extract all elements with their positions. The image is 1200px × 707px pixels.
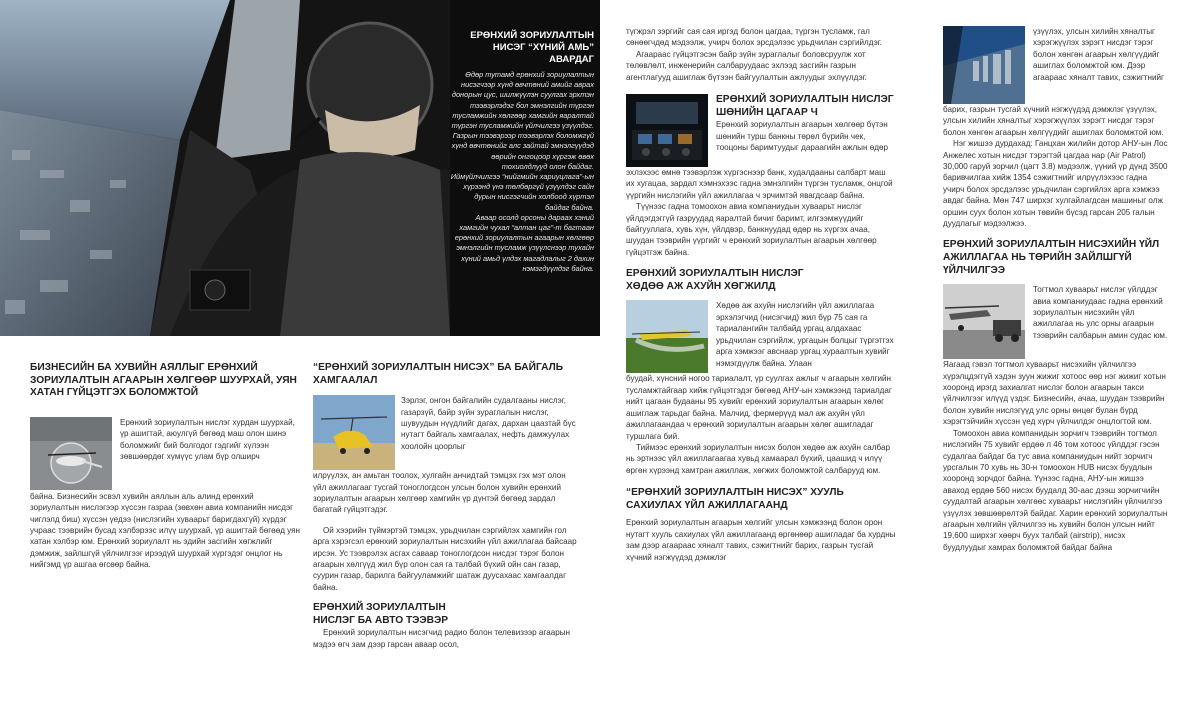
section-heading-night: ЕРӨНХИЙ ЗОРИУЛАЛТЫН НИСЛЭГ ШӨНИЙН ЦАГААР Ч [716,94,894,118]
vintage-plane-truck-photo [943,284,1025,359]
crop-duster-photo [626,300,708,373]
section-heading-agriculture: ЕРӨНХИЙ ЗОРИУЛАЛТЫН НИСЛЭГ ХӨДӨӨ АЖ АХУЙН ХӨГЖИЛД [626,268,804,292]
gyrocopter-photo [313,395,395,470]
aerial-city-photo [943,26,1025,104]
section-heading-nature: “ЕРӨНХИЙ ЗОРИУЛАЛТЫН НИСЭХ” БА БАЙГАЛЬ ХАМГААЛАЛ [313,362,564,386]
section-heading-public: ЕРӨНХИЙ ЗОРИУЛАЛТЫН НИСЭХИЙН ҮЙЛ АЖИЛЛАГАА НЬ ТӨРИЙН ЗАЙЛШГҮЙ ҮЙЛЧИЛГЭЭ [943,239,1160,276]
hero-body: Өдөр тутамд ерөнхий зориулалтын нисэгчээр хүнд өвчтөний амийг аврах донорын цус, шилжүүлэн суулгах эрхтэн тээвэрлэдэг бол эмнэлгийн түргэн тусламжийн хөлгөөр хамгийн яаралтай түргэн тусламжийн үйлчилгээ үзүүлдэг. Газрын тээвэрээр тээвэрлэх боломжгүй хүнд өвчтөнийг алс зайтай эмнэлгүүдэд өөрийн онгоцоор хүргэж өвөх тохиолдлууд олон байдаг. Иймүйлчилгээ “нийгмийн хариуцлага”-ын хүрээнд үнэ төлбөргүй үзүүлдэг сайн дурын нисгэгчийн холбоод хүртэл байдаг байна. Аваар осолд орсоны дараах хэний хамгийн чухал “алтан цаг”-т багтаан ерөнхий зориулалтын агаарын хөлгөөр эмнэлгийн тусламж үзүүлснээр тухайн хүний амьд үлдэх магадлалыг 2 дахин нэмэгдүүлдэг байна. [450,70,594,273]
column-2: “ЕРӨНХИЙ ЗОРИУЛАЛТЫН НИСЭХ” БА БАЙГАЛЬ ХАМГААЛАЛ Зэрлэг, онгон байгалийн судалгааны нислэг, газарзүй, байр зүйн зураглалын нислэг, шувуудын нүүдлийг дагах, дархан цаазтай бүс нутагт байгаль хамгаалах, нефть дамжуулах хоолойн цоорлыг илрүүлэх, ан амьтан тоолох, хулгайн анчидтай тэмцэх гэх мэт олон үйл ажиллагааг тусгай тоноглогдсон улсын болон хувийн ерөнхий зориулалтын агаарын хөлгөөр хамгийн үр дүнтэй бөгөөд зардал багатай гүйцэтгэдэг. Ой хээрийн түймэртэй тэмцэх, урьдчилан сэргийлэх хамгийн гол арга хэрэгсэл ерөнхий зориулалтын нисэхийн үйл ажиллагаа байсаар ирсэн. Ус тээврэлэх асгах саваар тоноглогдсон нисдэг тэрэг болон агаарын хөлгүүд жил бүр олон сая га талбай бүхий ойн сан газар, суурин газар, барилга байгууламжийг шатаж дуусахаас хамгаалдаг байна. ЕРӨНХИЙ ЗОРИУЛАЛТЫН НИСЛЭГ БА АВТО ТЭЭВЭР Ерөнхий зориулалтын нисэгчид радио болон телевизээр агаарын мэдээ өгч зам дээр гарсан аваар осол, [313,362,579,650]
section-heading-business: БИЗНЕСИЙН БА ХУВИЙН АЯЛЛЫГ ЕРӨНХИЙ ЗОРИУЛАЛТЫН АГААРЫН ХӨЛГӨӨР ШУУРХАЙ, УЯН ХАТАН ГҮЙЦЭТГЭХ БОЛОМЖТОЙ [30,362,297,399]
helicopter-cockpit-photo [0,0,450,336]
cockpit-night-photo [626,94,708,167]
hero-title: ЕРӨНХИЙ ЗОРИУЛАЛТЫН НИСЭГ “ХҮНИЙ АМЬ” АВАРДАГ [470,30,594,65]
helipad-photo [30,417,112,490]
column-4: үзүүлэх, улсын хилийн хяналтыг хэрэгжүүлэх зэрэгт нисдэг тэрэг болон хөнгөн агаарын хөлгүүдийг ашиглах боломжтой юм. Дээр агаараас хяналт тавих, сэжигтнийг барих, газрын тусгай хүчний нэгжүүдэд дэмжлэг үзүүлэх, улсын хилийн хяналтыг хэрэгжүүлэх зэрэгт нисдэг тэрэг болон хөнгөн агаарын хөлгүүдийг ашиглах боломжтой юм. Нэг жишээ дурдахад: Ганцхан жилийн дотор АНУ-ын Лос Анжелес хотын нисдэг тэрэгтэй цагдаа нар (Air Patrol) 30,000 гаруй зорчил (цагт 3.8) мэдээлж, үүний үр дүнд 3500 баривчилгаа хийж 1354 сэжигтнийг илрүүлэхээс гадна учирч болох эрсдэлээс урьдчилан сэргийлэх арга хэмжээ авдаг байна. Мөн 747 ширхэг хулгайлагдсан машиныг олж оршин суух болон хотын төвийн бүсэд гарсан 205 галын дуудлагыг мэдээлжээ. ЕРӨНХИЙ ЗОРИУЛАЛТЫН НИСЭХИЙН ҮЙЛ АЖИЛЛАГАА НЬ ТӨРИЙН ЗАЙЛШГҮЙ ҮЙЛЧИЛГЭЭ Тогтмол хуваарьт нислэг үйлддэг авиа компаниудаас гадна ерөнхий зориулалтын нисэхийн үйл ажиллагаа нь улс орны агаарын тээврийн салбарын амин судас юм. Яагаад гэвэл тогтмол хуваарьт нисэхийн үйлчилгээ хүрэлцдэггүй хэдэн зуун жижиг хотоос өөр нэг жижиг хотын хооронд ирэгд захиалгат нислэг болон агаарын такси үйлчилгээг илүүд үздэг. Бизнесийн, ачаа, шуудан тээврийн болон хувийн нислэгүүд улс орны өнцөг булан бүрд хэрэгтэйчийн хүссэн үед хүрч үйлчилдэг онцлогтой юм. Томоохон авиа компанидын зорчигч тээврийн тогтмол нислэгийн 75 хувийг ердөө л 46 том хотоос үйлддэг гэсэн судалгаа байдаг ба тус авиа компаниудын нийт зорчигч урсгалын 70 хувь нь 30-н томоохон HUB нисэх буудлын хооронд зорчдог байна. Үүнээс гадна, АНУ-ын жишээ аваход ердөө 560 нисэх буудалд 30-аас дээш зорчигчийн суудалтай агаарын хөлгөөс хуваарьт нислэгийн үйлчилгээ үзүүлэх зөвшөөрөлтэй байдаг. Харин ерөнхий зориулалтын агаарын хөлгийн үйлчилгээ нь хувийн болон улсын нийт 19,600 ширхэг хөөрч буух талбай (airstrip), нисэх буудлуудыг хамрах боломжтой байдаг байна [943,27,1168,552]
hero-panel [0,0,600,336]
column-1: БИЗНЕСИЙН БА ХУВИЙН АЯЛЛЫГ ЕРӨНХИЙ ЗОРИУЛАЛТЫН АГААРЫН ХӨЛГӨӨР ШУУРХАЙ, УЯН ХАТАН ГҮЙЦЭТГЭХ БОЛОМЖТОЙ Ерөнхий зориулалтын нислэг хурдан шуурхай, үр ашигтай, аюулгүй бөгөөд маш олон шинэ боломжийг бий болгодог гэдгийг хүлээн зөвшөөрдөг хүмүүс улам бүр олширч байна. Бизнесийн эсвэл хувийн аяллын аль алинд ерөнхий зориулалтын нислэгээр хүссэн газраа (зөвхөн авиа компанийн нисдэг чиглэлд биш) хүссэн үедээ (нислэгийн хуваарьт баригдахгүй) хүрдэг учраас тээврийн бусад хэлбэрээс илүү шуурхай, үр ашигтай бөгөөд уян хатан хэлбэр юм. Ерөнхий зориулалт нь эдийн засгийн хөгжлийг дэмжиж, зайлшгүй үйлчилгээг ирээдүй шуурхай хүргэдэг онцлог нь нийгэмд үр ашгаа өгсөөр байна. [30,362,300,570]
hero-text [448,30,594,274]
column-3: түгжрэл зэргийг сая сая иргэд болон цагдаа, түргэн тусламж, гал сөнөөгчдөд мэдээлж, учирч болох эрсдэлээс урьдчилан сэргийлдэг. Агаараас гүйцэтгэсэн байр зүйн зураглалыг боловсруулж хот төлөвлөлт, инженерийн салбаруудаас эхлээд засгийн газрын агентлагууд ашиглаж бүтээн байгуулалтын ажлуудыг эхлүүлдэг. ЕРӨНХИЙ ЗОРИУЛАЛТЫН НИСЛЭГ ШӨНИЙН ЦАГААР Ч Ерөнхий зориулалтын агаарын хөлгөөр бүтэн шөнийн турш банкны төрөл бүрийн чек, тооцоны баримтуудыг дараагийн ажлын өдөр эхлэхээс өмнө тээвэрлэж хүргэснээр банк, худалдааны салбарт маш их хугацаа, зардал хэмнэхээс гадна эмнэлгийн түргэн тусламж, онцгой үүргийн нислэгийн үйл ажиллагаа ч эрчимтэй явагдсаар байна. Түүнээс гадна томоохон авиа компаниудын хуваарьт нислэг үйлдэгдэггүй газруудад яаралтай бичиг баримт, илгээмжүүдийг байгууллага, хувь хүн, үйлдвэр, банкнуудад өдөр нь хүргэх ачаа, шуудан тээврийн үүргийг ч ерөнхий зориулалтын агаарын хөлгөөр гүйцэтгэж байна. ЕРӨНХИЙ ЗОРИУЛАЛТЫН НИСЛЭГ ХӨДӨӨ АЖ АХУЙН ХӨГЖИЛД Хөдөө аж ахуйн нислэгийн үйл ажиллагаа эрхэлэгчид (нисэгчид) жил бүр 75 сая га тариалангийн талбайд ургац алдахаас урьдчилан сэргийлж, ургацын болцыг түргэтгэх арга хэмжээг авснаар ургац хураалтын хувийг нэмэгдүүлж байна. Улаан буудай, хүнсний ногоо тариалалт, үр суулгах ажлыг ч агаарын хөлгийн тусламжтайгаар хийж гүйцэтгэдэг бөгөөд АНУ-ын хэмжээнд тариалдаг нийт цагаан будааны 95 хувийг ерөнхий зориулалтын агаарын хөлөг ашиглаж тарьдаг байна. Малчид, фермерүүд мал аж ахуйн үйл ажиллагаандаа ч ерөнхий зориулалтын агаарын хөлөг ашигладаг туршлага бий. Тиймээс ерөнхий зориулалтын нисэх болон хөдөө аж ахуйн салбар нь эртнээс үйл ажиллагаагаа хувьд хамаарал бүхий, цаашид ч илүү өргөн хүрээнд хамтран ажиллаж, хөгжих боломжтой салбарууд юм. “ЕРӨНХИЙ ЗОРИУЛАЛТЫН НИСЭХ” ХУУЛЬ САХИУЛАХ ҮЙЛ АЖИЛЛАГААНД Ерөнхий зориулалтын агаарын хөлгийг улсын хэмжээнд болон орон нутагт хууль сахиулах үйл ажиллагаанд өргөнөөр ашигладаг ба хурдны зам дээр агаараас хяналт тавих, сэжигтнийг барих, газрын тусгай хүчний нэгжүүдэд дэмжлэг [626,27,896,562]
section-heading-auto: ЕРӨНХИЙ ЗОРИУЛАЛТЫН НИСЛЭГ БА АВТО ТЭЭВЭР [313,602,449,626]
section-heading-law: “ЕРӨНХИЙ ЗОРИУЛАЛТЫН НИСЭХ” ХУУЛЬ САХИУЛАХ ҮЙЛ АЖИЛЛАГААНД [626,487,844,511]
